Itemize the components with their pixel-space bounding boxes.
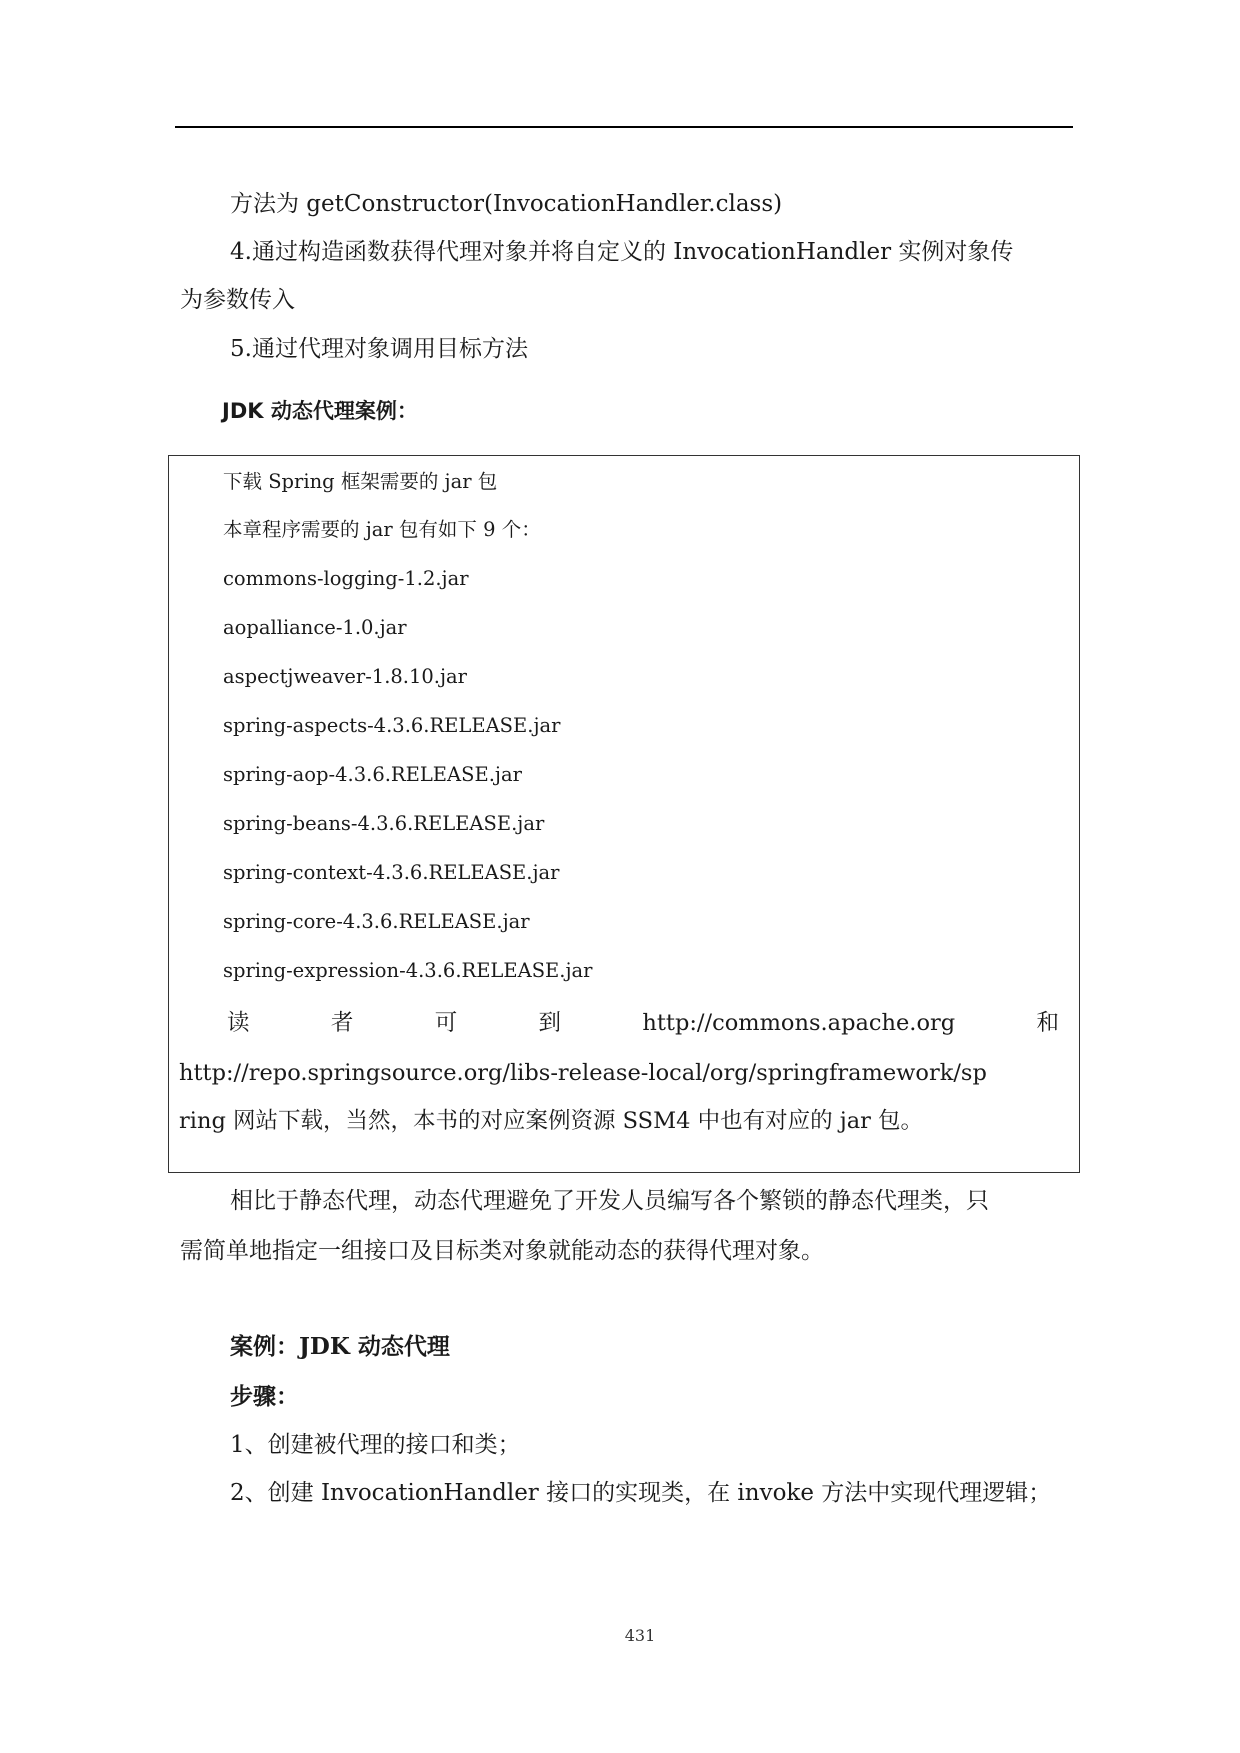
jar-item: aopalliance-1.0.jar (223, 616, 407, 639)
jar-item: spring-aop-4.3.6.RELEASE.jar (223, 763, 522, 786)
box-intro-count: 本章程序需要的 jar 包有如下 9 个： (223, 518, 541, 541)
reader-word: 读 (227, 1010, 250, 1036)
paragraph-step5: 5.通过代理对象调用目标方法 (230, 336, 528, 362)
reader-line2: http://repo.springsource.org/libs-release-local/org/springframework/sp (179, 1060, 987, 1086)
jar-item: spring-core-4.3.6.RELEASE.jar (223, 910, 530, 933)
reader-word: 可 (434, 1010, 458, 1036)
comparison-paragraph (180, 1176, 1060, 1276)
jar-item: spring-expression-4.3.6.RELEASE.jar (223, 959, 593, 982)
reader-url: http://commons.apache.org (642, 1010, 956, 1036)
step-item: 1、创建被代理的接口和类； (230, 1432, 521, 1458)
reader-word: 和 (1036, 1010, 1059, 1036)
header-rule (175, 126, 1073, 128)
paragraph-step4-line2: 为参数传入 (180, 287, 295, 313)
comparison-line1: 相比于静态代理，动态代理避免了开发人员编写各个繁锁的静态代理类，只 (230, 1188, 989, 1214)
steps-title: 步骤： (230, 1383, 299, 1410)
jar-item: commons-logging-1.2.jar (223, 567, 469, 590)
page-number: 431 (624, 1626, 656, 1645)
jar-item: aspectjweaver-1.8.10.jar (223, 665, 467, 688)
jar-item: spring-context-4.3.6.RELEASE.jar (223, 861, 560, 884)
paragraph-method: 方法为 getConstructor(InvocationHandler.class) (230, 191, 783, 217)
step-item: 2、创建 InvocationHandler 接口的实现类，在 invoke 方法中实现代理逻辑； (230, 1480, 1052, 1506)
comparison-line2: 需简单地指定一组接口及目标类对象就能动态的获得代理对象。 (180, 1238, 824, 1264)
reader-line3: ring 网站下载，当然，本书的对应案例资源 SSM4 中也有对应的 jar 包。 (179, 1108, 924, 1134)
paragraph-step4-line1: 4.通过构造函数获得代理对象并将自定义的 InvocationHandler 实例对象传 (230, 239, 1014, 265)
jar-item: spring-aspects-4.3.6.RELEASE.jar (223, 714, 561, 737)
reader-line-justified (179, 1008, 1059, 1038)
section-heading: JDK 动态代理案例： (222, 399, 418, 423)
box-intro-download: 下载 Spring 框架需要的 jar 包 (223, 470, 498, 493)
reader-word: 到 (538, 1010, 562, 1036)
case-title: 案例：JDK 动态代理 (230, 1333, 450, 1360)
jar-info-box (168, 455, 1080, 1173)
jar-item: spring-beans-4.3.6.RELEASE.jar (223, 812, 545, 835)
reader-word: 者 (330, 1010, 354, 1036)
